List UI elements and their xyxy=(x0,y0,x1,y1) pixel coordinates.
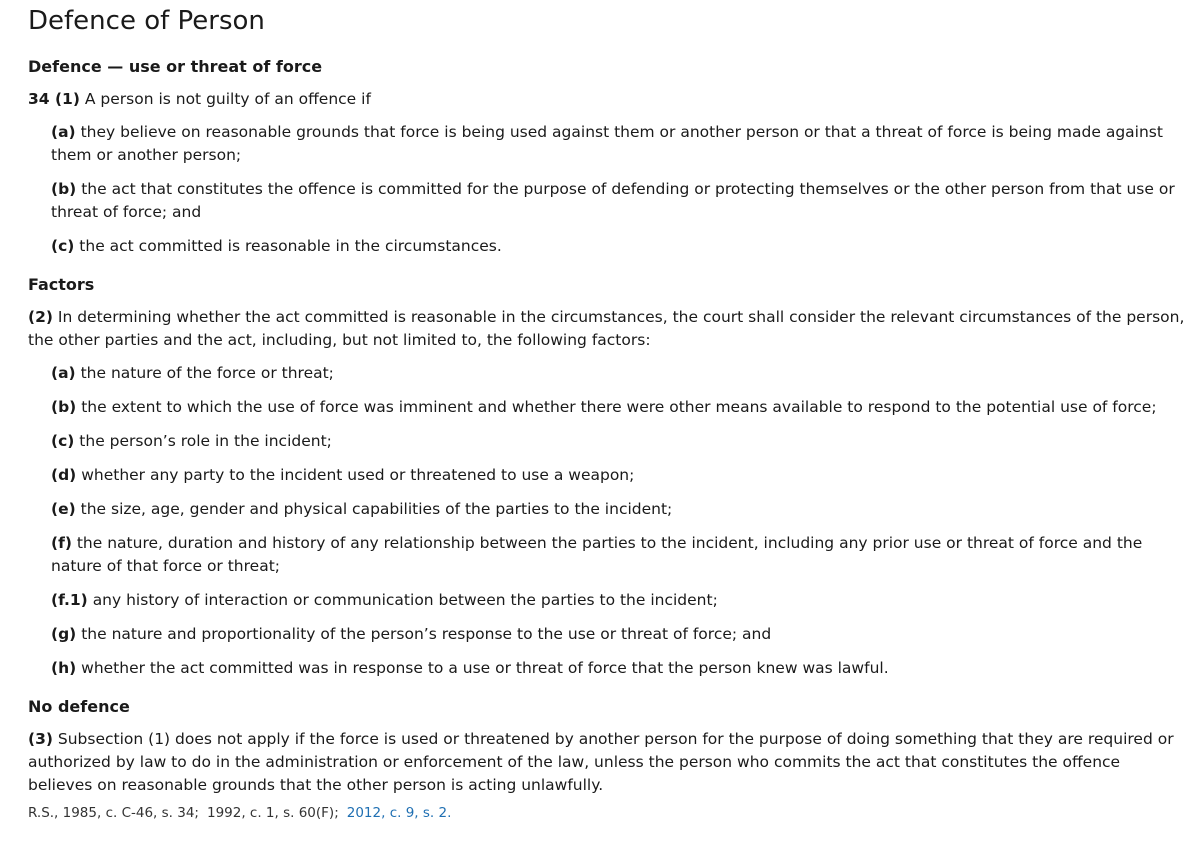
section-1-intro xyxy=(28,88,1188,111)
history-entry-2: 1992, c. 1, s. 60(F); xyxy=(206,805,339,821)
section-2-intro xyxy=(28,306,1188,352)
section-2-text: In determining whether the act committed is reasonable in the circumstances, the court shall consider the relevant circumstances of the person, the other parties and the act, including, but not limited to, the following factors: xyxy=(28,308,1185,349)
page-title: Defence of Person xyxy=(28,6,265,36)
section-2-number: (2) xyxy=(28,308,53,326)
list-item: (f.1) any history of interaction or communication between the parties to the incident; xyxy=(51,591,718,609)
section-1-number: 34 (1) xyxy=(28,90,80,108)
list-item: (g) the nature and proportionality of the person’s response to the use or threat of force; and xyxy=(51,625,772,643)
section-2-heading: Factors xyxy=(28,275,95,294)
section-3-number: (3) xyxy=(28,730,53,748)
list-item: (h) whether the act committed was in response to a use or threat of force that the person knew was lawful. xyxy=(51,659,889,677)
history-amendment-link[interactable]: 2012, c. 9, s. 2. xyxy=(346,805,452,821)
list-item: (b) the act that constitutes the offence is committed for the purpose of defending or protecting themselves or the other person from that use or threat of force; and xyxy=(51,180,1175,221)
section-3-text-block xyxy=(28,728,1188,797)
list-item: (e) the size, age, gender and physical capabilities of the parties to the incident; xyxy=(51,500,673,518)
section-1-text: A person is not guilty of an offence if xyxy=(84,90,371,108)
list-item: (a) the nature of the force or threat; xyxy=(51,364,334,382)
history-entry-1: R.S., 1985, c. C-46, s. 34; xyxy=(28,805,199,821)
list-item: (b) the extent to which the use of force was imminent and whether there were other means available to respond to the potential use of force; xyxy=(51,398,1157,416)
list-item: (a) they believe on reasonable grounds that force is being used against them or another person or that a threat of force is being made against them or another person; xyxy=(51,123,1163,164)
list-item: (d) whether any party to the incident used or threatened to use a weapon; xyxy=(51,466,635,484)
section-3-heading: No defence xyxy=(28,697,130,716)
list-item: (c) the person’s role in the incident; xyxy=(51,432,332,450)
list-item: (c) the act committed is reasonable in the circumstances. xyxy=(51,237,502,255)
amendment-history xyxy=(28,803,1188,823)
section-3-text: Subsection (1) does not apply if the force is used or threatened by another person for the purpose of doing something that they are required or authorized by law to do in the administration or enforcement of the law, unless the person who commits the act that constitutes the offence believes on reasonable grounds that the other person is acting unlawfully. xyxy=(28,730,1174,794)
section-1-heading: Defence — use or threat of force xyxy=(28,57,323,76)
list-item: (f) the nature, duration and history of any relationship between the parties to the incident, including any prior use or threat of force and the nature of that force or threat; xyxy=(51,534,1143,575)
